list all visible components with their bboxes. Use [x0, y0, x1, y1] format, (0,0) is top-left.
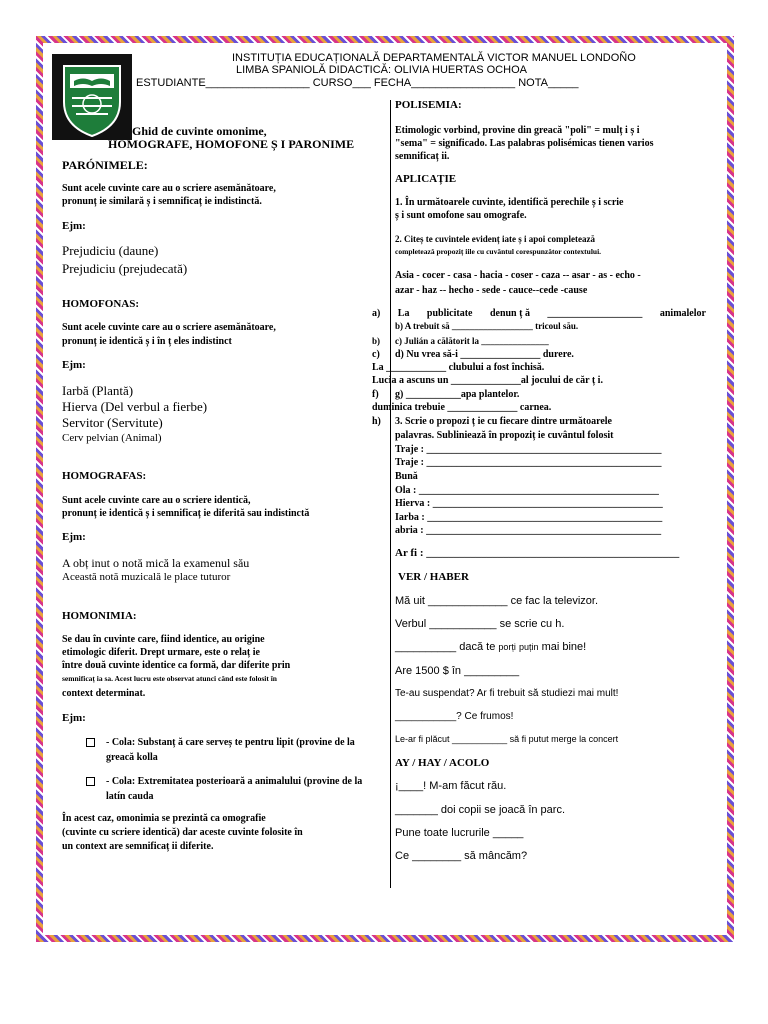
fill-d-line: d) Nu vrea să-i ________________ durere.: [395, 349, 574, 360]
ay-hay-heading: AY / HAY / ACOLO: [395, 757, 490, 769]
homonimia-def-4: semnificaț ia sa. Acest lucru este observat atunci când este folosit în: [62, 674, 277, 683]
homofonas-example-2: Hierva (Del verbul a fierbe): [62, 399, 208, 414]
ver-line-3-end: mai bine!: [541, 641, 587, 653]
homonimia-heading: HOMONIMIA:: [62, 610, 137, 622]
ver-haber-heading: VER / HABER: [398, 571, 469, 583]
homonimia-conclusion-3: un context are semnificaț ii diferite.: [62, 841, 214, 852]
exercise-2-line-1: 2. Citeș te cuvintele evidenț iate ș i apoi completează: [395, 234, 595, 244]
ver-line-6: ___________? Ce frumos!: [395, 711, 514, 722]
ay-line-1: ¡____! M-am făcut rău.: [395, 780, 507, 792]
polisemia-line-1: Etimologic vorbind, provine din greacă "poli" = mulț i ș i: [395, 125, 640, 136]
homonimia-ejm: Ejm:: [62, 712, 86, 724]
ver-line-2: Verbul ___________ se scrie cu h.: [395, 618, 565, 630]
homofonas-def-1: Sunt acele cuvinte care au o scriere asemănătoare,: [62, 322, 276, 333]
polisemia-heading: POLISEMIA:: [395, 99, 462, 111]
homonimia-def-5: context determinat.: [62, 688, 146, 699]
fill-lucia-line: Lucia a ascuns un ______________al jocului de căr ț i.: [372, 375, 603, 386]
sentence-buna: Bună: [395, 471, 418, 482]
exercise-2-line-2: completează propoziț iile cu cuvântul corespunzător contextului.: [395, 247, 602, 256]
homonimia-def-3: între două cuvinte identice ca formă, dar diferite prin: [62, 660, 291, 671]
ver-line-3-start: __________ dacă te: [395, 641, 496, 653]
homofonas-example-3: Servitor (Servitute): [62, 415, 163, 430]
fill-c-label: c): [372, 349, 380, 360]
fill-duminica-line: duminica trebuie ______________ carnea.: [372, 402, 552, 413]
fill-a-word-2: publicitate: [426, 308, 473, 319]
polisemia-line-3: semnificaț ii.: [395, 151, 450, 162]
homonimia-bullet-2a: - Cola: Extremitatea posterioară a animalului (provine de la: [106, 776, 363, 787]
fill-a-word-4: animalelor: [659, 308, 706, 319]
paronimele-def-2: pronunț ie similară ș i semnificaț ie indistinctă.: [62, 196, 262, 207]
header-institution: INSTITUȚIA EDUCAȚIONALĂ DEPARTAMENTALĂ VICTOR MANUEL LONDOÑO: [232, 52, 636, 64]
fill-c-line: c) Julián a călătorit la _______________: [395, 336, 549, 346]
ver-line-4: Are 1500 $ în _________: [395, 665, 520, 677]
fill-f-label: f): [372, 389, 379, 400]
sentence-ar-fi[interactable]: Ar fi : ______________________________________________: [395, 547, 680, 559]
school-logo: [52, 54, 132, 140]
paronimele-def-1: Sunt acele cuvinte care au o scriere asemănătoare,: [62, 183, 276, 194]
word-list-1: Asia - cocer - casa - hacia - coser - caza -- asar - as - echo -: [395, 270, 641, 281]
homonimia-def-2: etimologic diferit. Drept urmare, este o relaț ie: [62, 647, 260, 658]
homonimia-conclusion-1: În acest caz, omonimia se prezintă ca omografie: [62, 813, 266, 824]
homofonas-def-2: pronunț ie identică ș i în ț eles indistinct: [62, 336, 232, 347]
ver-line-5: Te-au suspendat? Ar fi trebuit să studiezi mai mult!: [395, 688, 619, 699]
ver-line-7: Le-ar fi plăcut ___________ să fi putut merge la concert: [395, 734, 619, 744]
sentence-traje-1[interactable]: Traje : _______________________________________________: [395, 444, 662, 455]
column-divider: [390, 100, 391, 888]
polisemia-line-2: "sema" = significado. Las palabras polisémicas tienen varios: [395, 138, 654, 149]
homofonas-example-1: Iarbă (Plantă): [62, 383, 134, 398]
fill-a-word-3: denun ț ă: [489, 308, 530, 319]
homonimia-bullet-2b: latín cauda: [106, 791, 154, 802]
header-student-fields: ESTUDIANTE_________________ CURSO___ FECHA_________________ NOTA_____: [136, 77, 579, 89]
paronimele-example-1: Prejudiciu (daune): [62, 243, 159, 258]
homografas-heading: HOMOGRAFAS:: [62, 470, 147, 482]
ay-line-4: Ce ________ să mâncăm?: [395, 850, 528, 862]
paronimele-ejm: Ejm:: [62, 220, 86, 232]
sentence-ola[interactable]: Ola : ________________________________________________: [395, 485, 659, 496]
fill-a-word-1: La: [397, 308, 410, 319]
exercise-1-line-1: 1. În următoarele cuvinte, identifică perechile ș i scrie: [395, 197, 624, 208]
fill-b-line: b) A trebuit să __________________ tricoul său.: [395, 321, 579, 331]
guide-subtitle: HOMOGRAFE, HOMOFONE Ș I PARONIME: [108, 137, 355, 151]
fill-b-label: b): [372, 336, 381, 346]
bullet-box-icon: [86, 777, 95, 786]
fill-a-blank[interactable]: ___________________: [547, 308, 643, 319]
ver-line-3-word-porti: porți: [498, 642, 516, 652]
aplicatie-heading: APLICAȚIE: [395, 173, 457, 185]
sentence-hierva[interactable]: Hierva : ______________________________________________: [395, 498, 663, 509]
fill-la-line: La ____________ clubului a fost închisă.: [372, 362, 545, 373]
homografas-example-1: A obț inut o notă mică la examenul său: [62, 556, 250, 570]
fill-a-label: a): [372, 308, 381, 319]
sentence-abria[interactable]: abria : _______________________________________________: [395, 525, 662, 536]
homografas-ejm: Ejm:: [62, 531, 86, 543]
guide-title: Ghid de cuvinte omonime,: [132, 124, 267, 138]
homofonas-example-4: Cerv pelvian (Animal): [62, 432, 162, 444]
paronimele-heading: PARÓNIMELE:: [62, 158, 148, 172]
ay-line-3: Pune toate lucrurile _____: [395, 827, 524, 839]
exercise-1-line-2: ș i sunt omofone sau omografe.: [395, 210, 527, 221]
bullet-box-icon: [86, 738, 95, 747]
word-list-2: azar - haz -- hecho - sede - cauce--cede -cause: [395, 285, 588, 296]
ay-line-2: _______ doi copii se joacă în parc.: [395, 804, 566, 816]
homofonas-heading: HOMOFONAS:: [62, 298, 139, 310]
exercise-3-line-1: 3. Scrie o propozi ț ie cu fiecare dintre următoarele: [395, 416, 612, 427]
paronimele-example-2: Prejudiciu (prejudecată): [62, 261, 188, 276]
homofonas-ejm: Ejm:: [62, 359, 86, 371]
ver-line-3: [395, 641, 586, 653]
sentence-traje-2[interactable]: Traje : _______________________________________________: [395, 457, 662, 468]
exercise-3-line-2: palavras. Subliniează în propoziț ie cuvântul folosit: [395, 430, 614, 441]
header-teacher: LIMBA SPANIOLĂ DIDACTICĂ: OLIVIA HUERTAS OCHOA: [236, 64, 527, 76]
homonimia-bullet-1a: - Cola: Substanț ă care serveș te pentru lipit (provine de la: [106, 737, 355, 748]
homonimia-bullet-1b: greacă kolla: [106, 752, 158, 763]
homografas-def-1: Sunt acele cuvinte care au o scriere identică,: [62, 495, 251, 506]
homografas-def-2: pronunț ie identică ș i semnificaț ie diferită sau indistinctă: [62, 508, 310, 519]
ver-line-1: Mă uit _____________ ce fac la televizor.: [395, 595, 599, 607]
sentence-iarba[interactable]: Iarba : _______________________________________________: [395, 512, 663, 523]
fill-g-line: g) ___________apa plantelor.: [395, 389, 520, 400]
fill-a-row: [372, 308, 706, 319]
homonimia-conclusion-2: (cuvinte cu scriere identică) dar aceste cuvinte folosite în: [62, 827, 303, 838]
ver-line-3-word-putin: puțin: [518, 642, 539, 652]
homografas-example-2: Această notă muzicală le place tuturor: [62, 571, 231, 583]
fill-h-label: h): [372, 416, 381, 427]
homonimia-def-1: Se dau în cuvinte care, fiind identice, au origine: [62, 634, 265, 645]
